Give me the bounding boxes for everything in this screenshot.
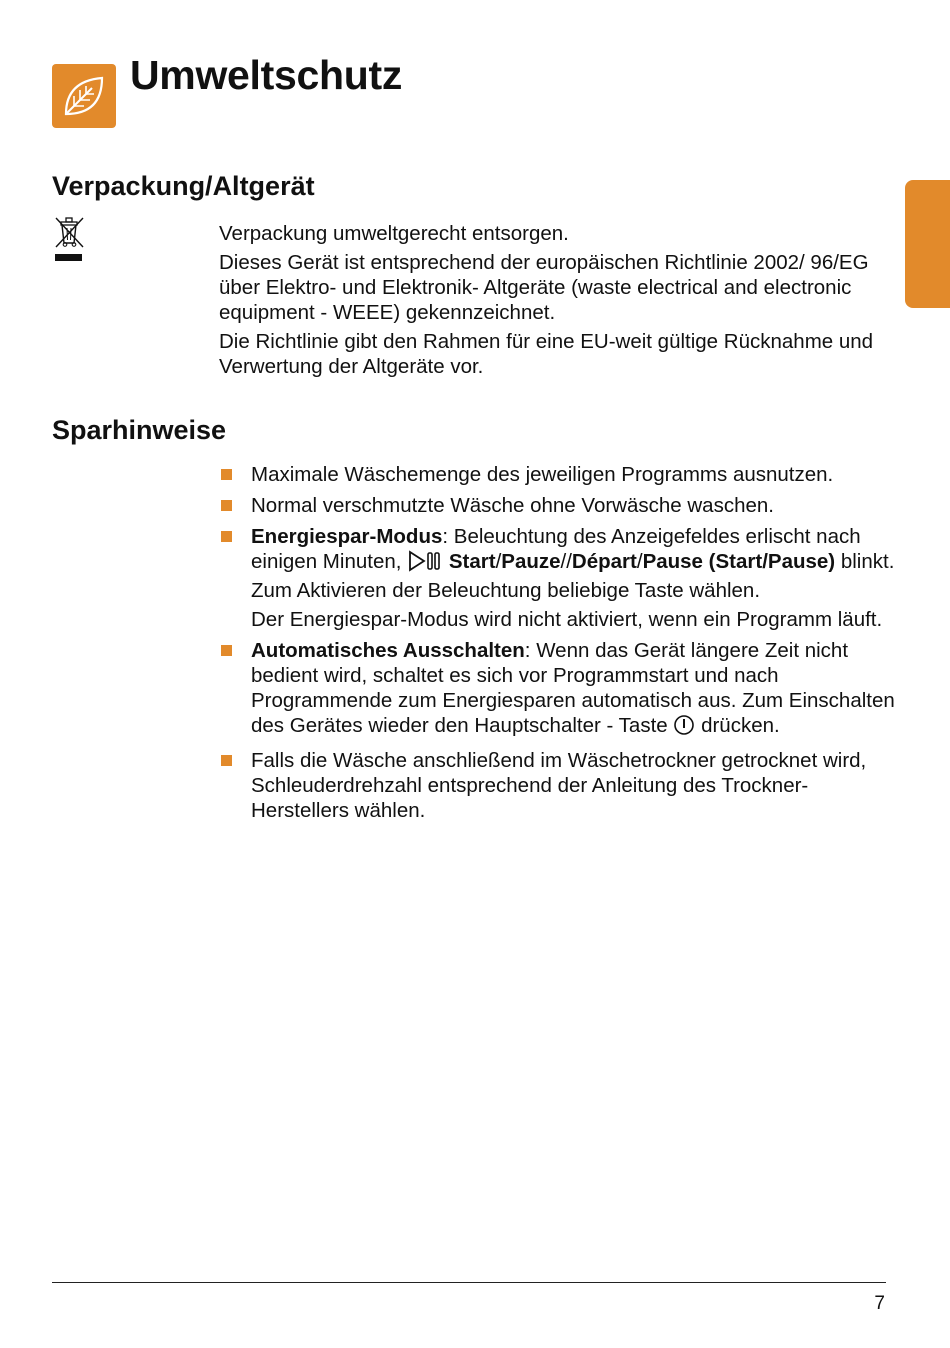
tip-bold-lead: Energiespar-Modus (251, 525, 443, 548)
button-label-depart: Départ (571, 550, 637, 573)
page-title: Umweltschutz (130, 52, 403, 98)
tip-text-a: : Beleuchtung des Anzeigefeldes erlischt nach einigen Minuten, (251, 525, 861, 573)
button-label-pause: Pause (642, 550, 703, 573)
separator: / (636, 550, 643, 573)
paragraph: Dieses Gerät ist entsprechend der europäischen Richtlinie 2002/ 96/EG über Elektro- und Elektronik- Altgeräte (waste electrical and electronic equipment - WEEE) gekennzeichnet. (219, 251, 869, 324)
list-item (219, 748, 899, 823)
tip-text (251, 524, 899, 603)
paragraph: Verpackung umweltgerecht entsorgen. (219, 222, 569, 245)
square-bullet-icon (221, 645, 232, 656)
list-item (219, 493, 899, 518)
tip-text-a: : Wenn das Gerät längere Zeit nicht bedient wird, schaltet es sich vor Programmstart und nach Programmende zum Energiesparen automatisch aus. Zum Einschalten des Gerätes wieder den Hauptschalter - Taste (251, 639, 895, 737)
tip-text-b: drücken. (695, 714, 780, 737)
section-heading-savings: Sparhinweise (52, 415, 227, 445)
separator: // (560, 550, 572, 573)
leaf-icon (52, 64, 116, 128)
separator: / (495, 550, 502, 573)
tip-note: Der Energiespar-Modus wird nicht aktiviert, wenn ein Programm läuft. (251, 608, 883, 631)
list-item (219, 524, 899, 632)
packaging-text (219, 221, 894, 383)
footer-divider (52, 1282, 886, 1283)
tip-text: Maximale Wäschemenge des jeweiligen Programms ausnutzen. (251, 463, 834, 486)
square-bullet-icon (221, 500, 232, 511)
square-bullet-icon (221, 531, 232, 542)
crossed-out-wheelie-bin-icon (54, 215, 86, 270)
button-label-pauze: Pauze (501, 550, 561, 573)
tip-text (251, 638, 899, 742)
page-number: 7 (874, 1293, 885, 1314)
list-item (219, 462, 899, 487)
section-heading-packaging: Verpackung/Altgerät (52, 171, 315, 201)
paragraph: Die Richtlinie gibt den Rahmen für eine EU-weit gültige Rücknahme und Verwertung der Altgeräte vor. (219, 330, 874, 378)
square-bullet-icon (221, 469, 232, 480)
power-switch-icon (673, 714, 695, 742)
tip-text: Falls die Wäsche anschließend im Wäschetrockner getrocknet wird, Schleuderdrehzahl entsprechend der Anleitung des Trockner-Herstellers wählen. (251, 749, 867, 822)
start-pause-icon (407, 550, 443, 578)
square-bullet-icon (221, 755, 232, 766)
savings-tips-list (219, 462, 899, 829)
tip-text: Normal verschmutzte Wäsche ohne Vorwäsche waschen. (251, 494, 774, 517)
button-label-start: Start (448, 550, 496, 573)
list-item (219, 638, 899, 742)
tip-text-b: blinkt. Zum Aktivieren der Beleuchtung beliebige Taste wählen. (251, 550, 895, 602)
chapter-side-tab (905, 180, 950, 308)
button-label-start-pause: (Start/Pause) (708, 550, 836, 573)
tip-bold-lead: Automatisches Ausschalten (251, 639, 525, 662)
